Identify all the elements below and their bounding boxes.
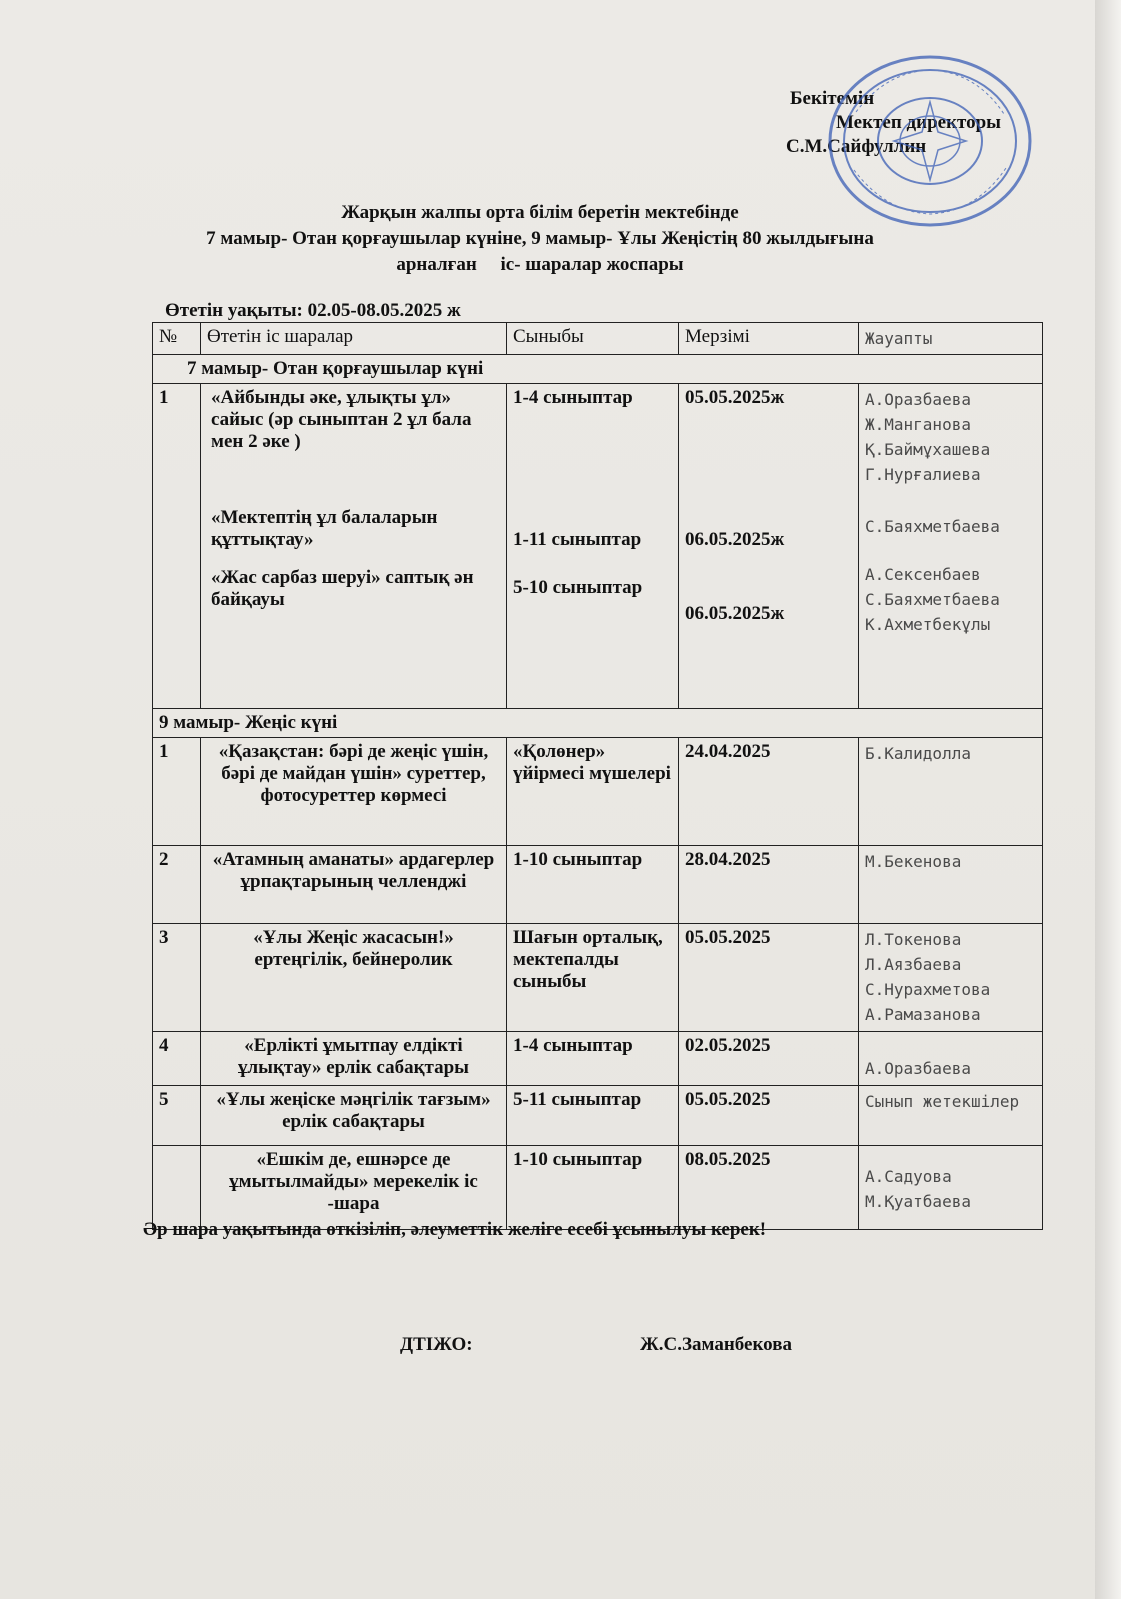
responsible-name: Ж.Манганова	[865, 415, 971, 434]
row-number: 4	[153, 1032, 201, 1086]
title-line-1: Жарқын жалпы орта білім беретін мектебінде	[341, 202, 739, 223]
report-note: Әр шара уақытында өткізіліп, әлеуметтік желіге есебі ұсынылуы керек!	[143, 1219, 767, 1240]
row-class: 5-11 сыныптар	[507, 1086, 679, 1146]
header-responsible: Жауапты	[859, 323, 1043, 355]
event-plan-table	[152, 322, 1043, 1230]
header-class: Сыныбы	[507, 323, 679, 355]
responsible-name: А.Сексенбаев	[865, 565, 981, 584]
section-row	[153, 355, 1043, 384]
table-row	[153, 1032, 1043, 1086]
row-responsible: М.Бекенова	[859, 846, 1043, 924]
table-row	[153, 846, 1043, 924]
title-line-3: арналған іс- шаралар жоспары	[396, 254, 684, 275]
section-title-victory-day: 9 мамыр- Жеңіс күні	[153, 709, 1043, 738]
event-text: «Жас сарбаз шеруі» саптық ән байқауы	[211, 567, 474, 610]
row-events	[201, 384, 507, 709]
date-text: 05.05.2025ж	[685, 387, 785, 408]
header-number: №	[153, 323, 201, 355]
row-date: 24.04.2025	[679, 738, 859, 846]
event-text: «Айбынды әке, ұлықты ұл» сайыс (әр сыныптан 2 ұл бала мен 2 әке )	[211, 387, 472, 452]
row-date: 08.05.2025	[679, 1146, 859, 1230]
table-row	[153, 738, 1043, 846]
class-text: 1-4 сыныптар	[513, 387, 633, 408]
row-responsible	[859, 384, 1043, 709]
approval-line-2: Мектеп директоры	[836, 112, 1002, 133]
row-event: «Ұлы Жеңіс жасасын!» ертеңгілік, бейнеролик	[201, 924, 507, 1032]
class-text: 5-10 сыныптар	[513, 577, 643, 598]
title-line-2: 7 мамыр- Отан қорғаушылар күніне, 9 мамыр- Ұлы Жеңістің 80 жылдығына	[206, 228, 874, 249]
header-date: Мерзімі	[679, 323, 859, 355]
row-class: «Қолөнер» үйірмесі мүшелері	[507, 738, 679, 846]
table-row	[153, 924, 1043, 1032]
row-number: 2	[153, 846, 201, 924]
row-number: 5	[153, 1086, 201, 1146]
row-date	[679, 384, 859, 709]
event-period: Өтетін уақыты: 02.05-08.05.2025 ж	[165, 300, 461, 321]
table-header-row	[153, 323, 1043, 355]
responsible-name: Г.Нурғалиева	[865, 465, 981, 484]
section-row	[153, 709, 1043, 738]
responsible-name: С.Баяхметбаева	[865, 517, 1000, 536]
row-responsible: Б.Калидолла	[859, 738, 1043, 846]
section-title-defenders-day: 7 мамыр- Отан қорғаушылар күні	[153, 355, 1043, 384]
row-class	[507, 384, 679, 709]
table-row	[153, 1086, 1043, 1146]
row-class: 1-10 сыныптар	[507, 846, 679, 924]
responsible-name: А.Рамазанова	[865, 1005, 981, 1024]
approval-line-1: Бекітемін	[790, 88, 875, 109]
responsible-name: М.Қуатбаева	[865, 1192, 971, 1211]
row-class: 1-10 сыныптар	[507, 1146, 679, 1230]
row-date: 02.05.2025	[679, 1032, 859, 1086]
page-edge-shadow	[1095, 0, 1121, 1599]
row-event: «Ешкім де, ешнәрсе де ұмытылмайды» мерекелік іс -шара	[201, 1146, 507, 1230]
row-responsible: Сынып жетекшілер	[859, 1086, 1043, 1146]
class-text: 1-11 сыныптар	[513, 529, 642, 550]
row-date: 05.05.2025	[679, 924, 859, 1032]
responsible-name: Л.Аязбаева	[865, 955, 962, 974]
table-row	[153, 384, 1043, 709]
row-date: 28.04.2025	[679, 846, 859, 924]
responsible-name: С.Баяхметбаева	[865, 590, 1000, 609]
date-text: 06.05.2025ж	[685, 603, 785, 624]
row-number: 3	[153, 924, 201, 1032]
row-event: «Ерлікті ұмытпау елдікті ұлықтау» ерлік сабақтары	[201, 1032, 507, 1086]
responsible-name: Л.Токенова	[865, 930, 962, 949]
header-events: Өтетін іс шаралар	[201, 323, 507, 355]
row-event: «Ұлы жеңіске мәңгілік тағзым» ерлік сабақтары	[201, 1086, 507, 1146]
row-responsible	[859, 924, 1043, 1032]
responsible-name: Қ.Баймұхашева	[865, 440, 991, 459]
signature-role: ДТІЖО:	[400, 1334, 473, 1355]
date-text: 06.05.2025ж	[685, 529, 785, 550]
responsible-name: К.Ахметбекұлы	[865, 615, 991, 634]
responsible-name: А.Садуова	[865, 1167, 952, 1186]
approval-line-3: С.М.Сайфуллин	[786, 136, 927, 157]
row-number: 1	[153, 384, 201, 709]
responsible-name: С.Нурахметова	[865, 980, 991, 999]
row-class: 1-4 сыныптар	[507, 1032, 679, 1086]
row-number: 1	[153, 738, 201, 846]
row-responsible: А.Оразбаева	[859, 1032, 1043, 1086]
signature-name: Ж.С.Заманбекова	[640, 1334, 792, 1355]
row-event: «Қазақстан: бәрі де жеңіс үшін, бәрі де майдан үшін» суреттер, фотосуреттер көрмесі	[201, 738, 507, 846]
responsible-name: А.Оразбаева	[865, 390, 971, 409]
table-row	[153, 1146, 1043, 1230]
row-responsible	[859, 1146, 1043, 1230]
row-number	[153, 1146, 201, 1230]
row-date: 05.05.2025	[679, 1086, 859, 1146]
row-event: «Атамның аманаты» ардагерлер ұрпақтарының челленджі	[201, 846, 507, 924]
row-class: Шағын орталық, мектепалды сыныбы	[507, 924, 679, 1032]
event-text: «Мектептің ұл балаларын құттықтау»	[211, 507, 438, 550]
